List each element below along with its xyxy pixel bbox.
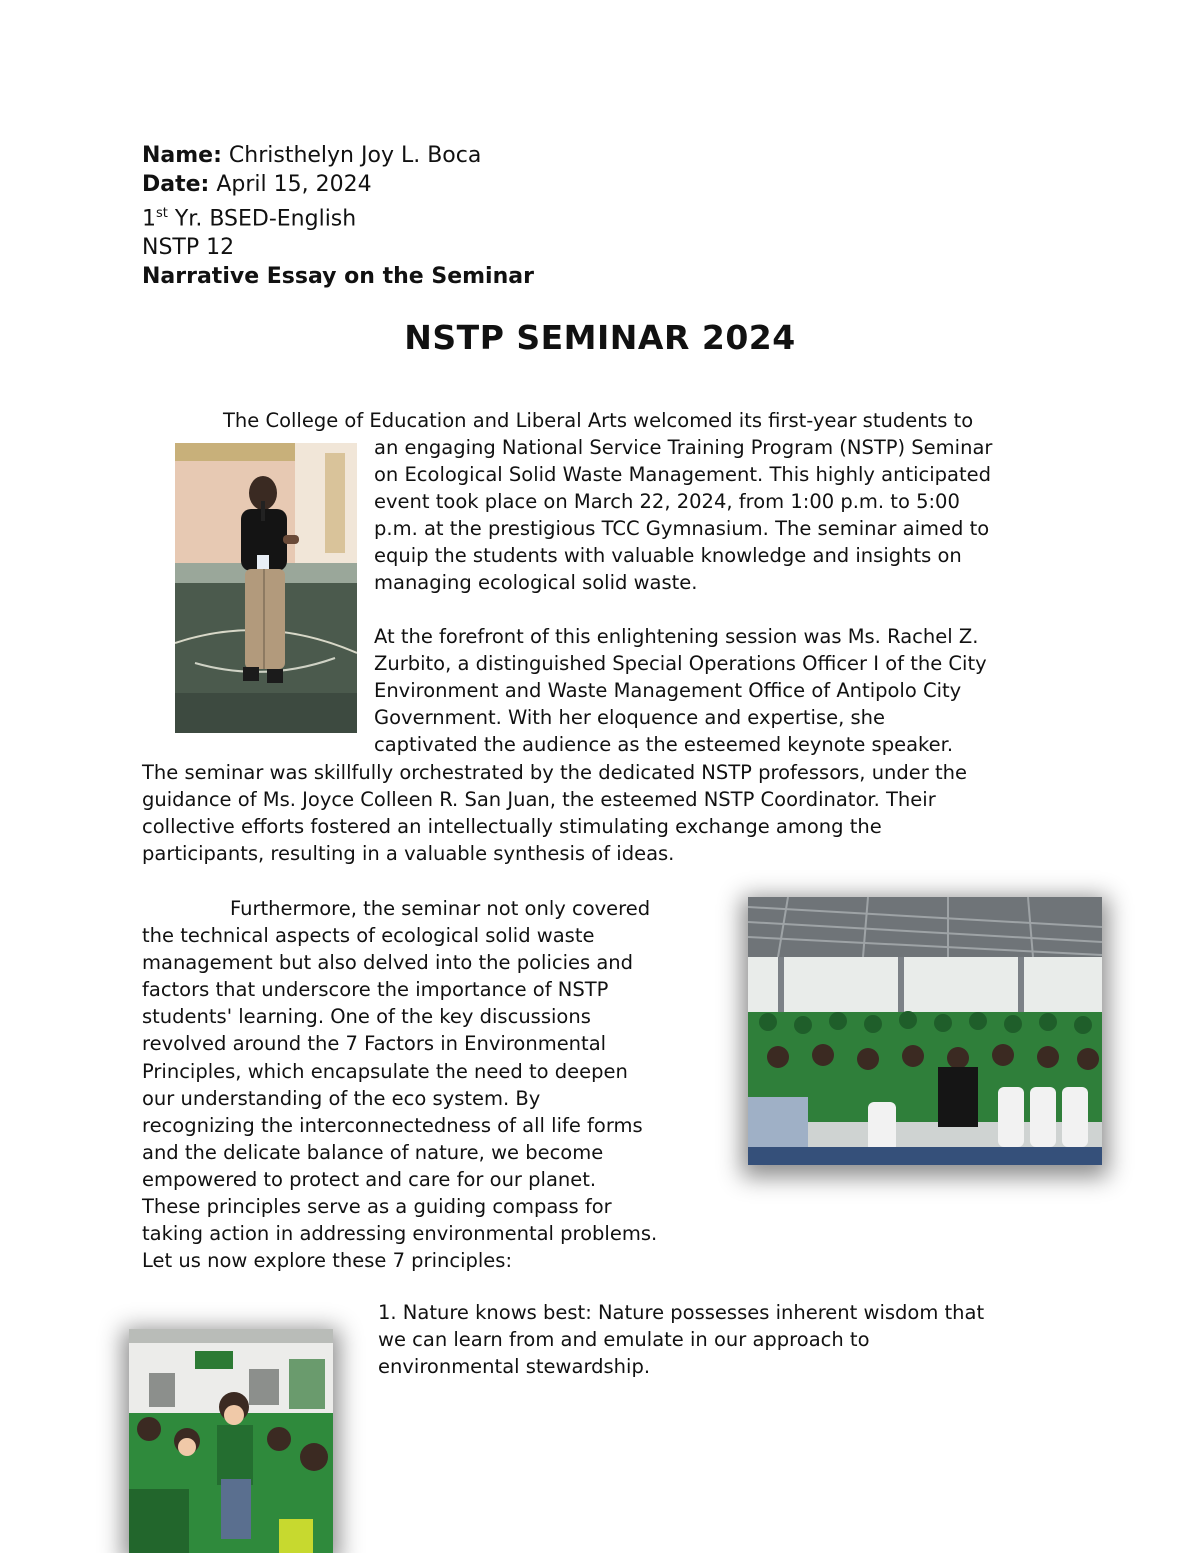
- paragraph-2-line-1: At the forefront of this enlightening session was Ms. Rachel Z.: [374, 625, 979, 648]
- essay-heading: Narrative Essay on the Seminar: [142, 264, 534, 290]
- paragraph-2-line-3: Environment and Waste Management Office of Antipolo City: [374, 679, 962, 703]
- date-label: Date:: [142, 172, 210, 197]
- paragraph-3-line-13: taking action in addressing environmental problems.: [142, 1222, 658, 1246]
- year-program: Yr. BSED-English: [167, 206, 357, 232]
- paragraph-3-line-2: the technical aspects of ecological solid waste: [142, 924, 595, 948]
- paragraph-2-line-7: guidance of Ms. Joyce Colleen R. San Juan, the esteemed NSTP Coordinator. Their: [142, 788, 936, 812]
- year-suffix: st: [156, 206, 168, 221]
- principle-1-line-3: environmental stewardship.: [378, 1355, 651, 1379]
- paragraph-3-line-4: factors that underscore the importance of NSTP: [142, 978, 609, 1002]
- paragraph-2-line-6: The seminar was skillfully orchestrated by the dedicated NSTP professors, under the: [142, 761, 968, 784]
- course-code: NSTP 12: [142, 235, 235, 261]
- paragraph-2-line-2: Zurbito, a distinguished Special Operations Officer I of the City: [374, 652, 987, 676]
- header-block: [142, 141, 534, 291]
- principle-1-line-2: we can learn from and emulate in our approach to: [378, 1328, 870, 1352]
- name-line: [142, 141, 534, 170]
- paragraph-3-line-8: our understanding of the eco system. By: [142, 1086, 541, 1110]
- paragraph-3-line-6: revolved around the 7 Factors in Environmental: [142, 1032, 607, 1056]
- paragraph-1-line-6: equip the students with valuable knowledge and insights on: [374, 544, 962, 568]
- essay-date: April 15, 2024: [209, 172, 372, 197]
- paragraph-3-line-10: and the delicate balance of nature, we become: [142, 1140, 604, 1164]
- page-title: NSTP SEMINAR 2024: [404, 318, 796, 357]
- paragraph-1-body: [374, 434, 992, 597]
- students-photo: [129, 1329, 333, 1553]
- audience-photo: [748, 897, 1102, 1165]
- paragraph-3-line-3: management but also delved into the policies and: [142, 951, 634, 975]
- paragraph-2-line-9: participants, resulting in a valuable synthesis of ideas.: [142, 842, 675, 866]
- paragraph-1-line-5: p.m. at the prestigious TCC Gymnasium. The seminar aimed to: [374, 517, 990, 541]
- year-number: 1: [142, 206, 156, 232]
- year-course-line: [142, 199, 534, 233]
- principle-1-line-1: 1. Nature knows best: Nature possesses inherent wisdom that: [378, 1301, 985, 1324]
- paragraph-2-line-5: captivated the audience as the esteemed keynote speaker.: [374, 733, 954, 757]
- paragraph-3-line-14: Let us now explore these 7 principles:: [142, 1249, 513, 1273]
- paragraph-3-line-1: Furthermore, the seminar not only covered: [230, 897, 651, 920]
- paragraph-2-full: [142, 759, 967, 867]
- speaker-photo: [175, 443, 357, 733]
- paragraph-3-line-9: recognizing the interconnectedness of all life forms: [142, 1113, 643, 1137]
- paragraph-1-line-3: on Ecological Solid Waste Management. This highly anticipated: [374, 463, 992, 487]
- paragraph-1-line-7: managing ecological solid waste.: [374, 571, 698, 595]
- paragraph-3-line-5: students' learning. One of the key discussions: [142, 1005, 591, 1029]
- paragraph-2-line-4: Government. With her eloquence and expertise, she: [374, 706, 886, 730]
- paragraph-3-line-11: empowered to protect and care for our planet.: [142, 1167, 597, 1191]
- paragraph-2-line-8: collective efforts fostered an intellectually stimulating exchange among the: [142, 815, 882, 839]
- paragraph-3-line-7: Principles, which encapsulate the need to deepen: [142, 1059, 628, 1083]
- principle-1: [378, 1299, 984, 1380]
- name-label: Name:: [142, 143, 222, 168]
- paragraph-3: [142, 895, 657, 1274]
- paragraph-3-line-12: These principles serve as a guiding compass for: [142, 1195, 612, 1219]
- paragraph-1-line-1: The College of Education and Liberal Arts welcomed its first-year students to: [223, 409, 974, 432]
- paragraph-1-line-4: event took place on March 22, 2024, from 1:00 p.m. to 5:00: [374, 490, 960, 514]
- student-name: Christhelyn Joy L. Boca: [221, 143, 482, 168]
- date-line: [142, 170, 534, 199]
- paragraph-2-indented: [374, 623, 987, 758]
- paragraph-1-line-2: an engaging National Service Training Program (NSTP) Seminar: [374, 436, 993, 459]
